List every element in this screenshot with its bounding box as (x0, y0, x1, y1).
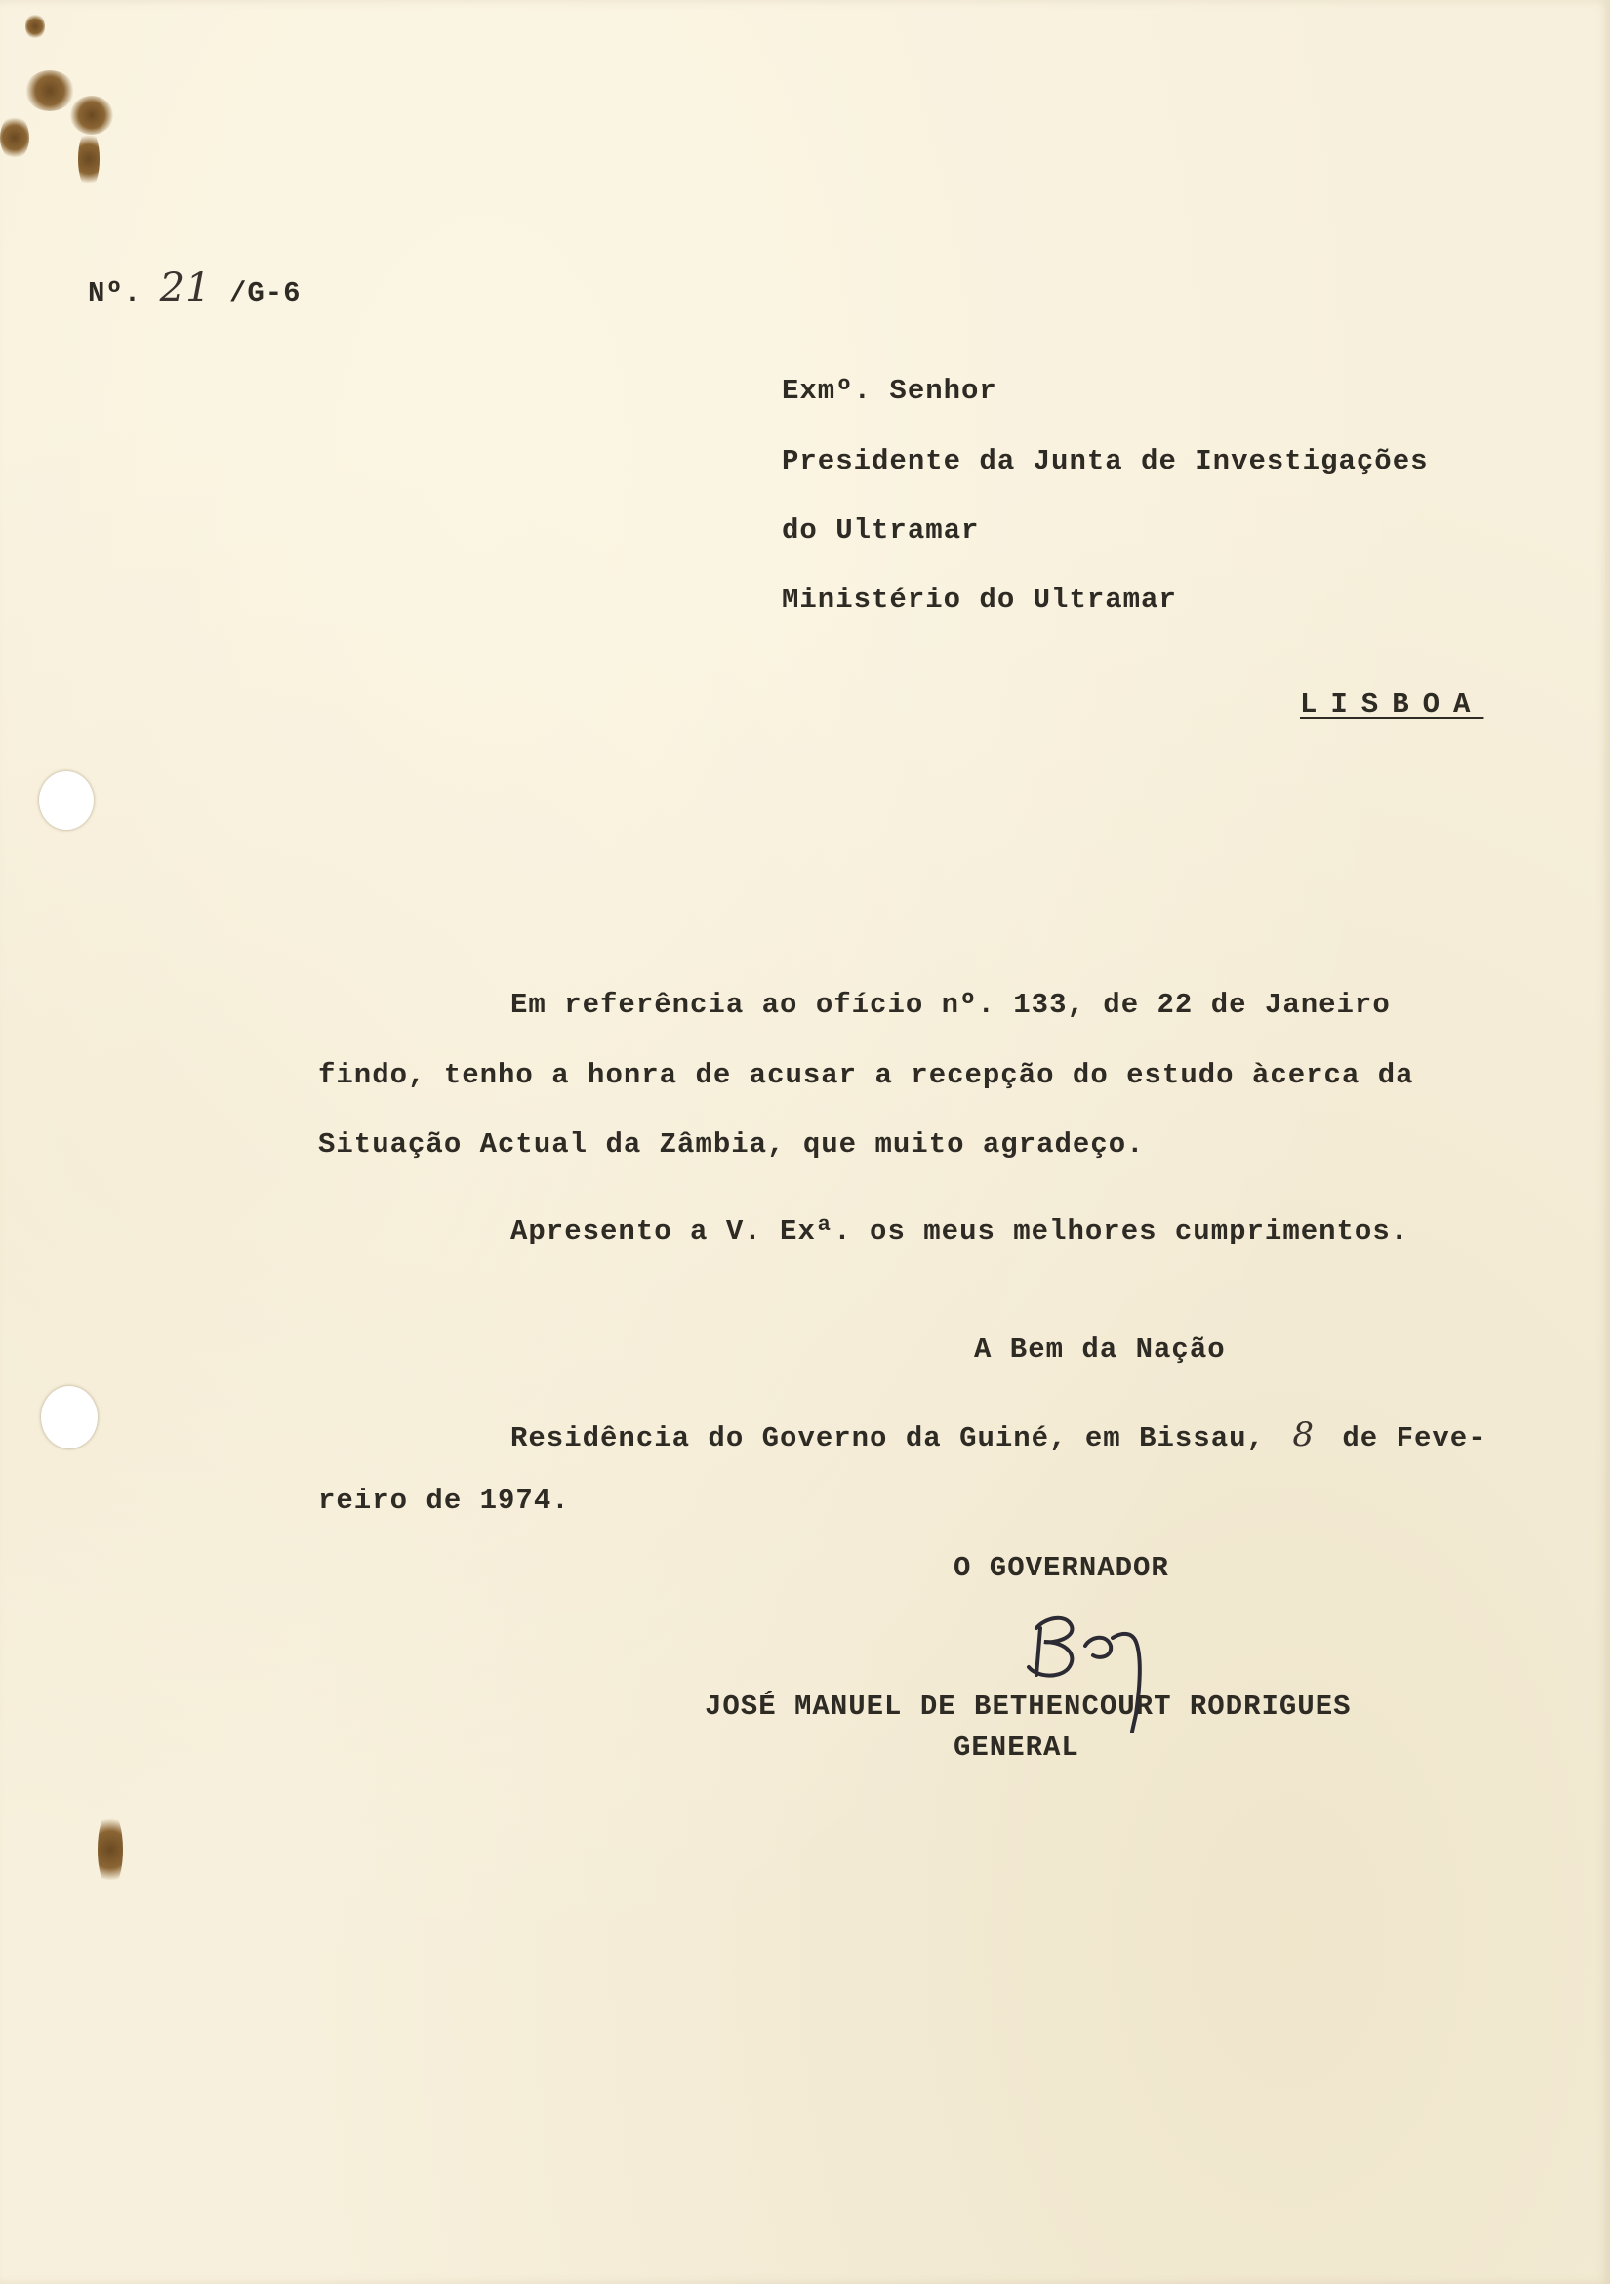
reference-suffix: /G-6 (228, 277, 302, 309)
closing-motto: A Bem da Nação (974, 1333, 1226, 1366)
rust-stain (25, 70, 74, 111)
signatory-name: JOSÉ MANUEL DE BETHENCOURT RODRIGUES (705, 1691, 1352, 1723)
signatory-title: O GOVERNADOR (954, 1552, 1169, 1584)
closing-place-date-line-2: reiro de 1974. (318, 1485, 570, 1517)
closing-place-date-line-1 (510, 1415, 1486, 1454)
addressee-line-1: Exmº. Senhor (782, 375, 997, 407)
reference-number (88, 265, 302, 310)
addressee-line-3: do Ultramar (782, 514, 980, 547)
body-paragraph-2: Apresento a V. Exª. os meus melhores cumprimentos. (510, 1215, 1409, 1247)
body-paragraph-1-line-1: Em referência ao ofício nº. 133, de 22 de Janeiro (510, 989, 1391, 1021)
punch-hole (39, 771, 94, 830)
reference-prefix: Nº. (88, 277, 142, 309)
body-paragraph-1-line-2: findo, tenho a honra de acusar a recepção do estudo àcerca da (318, 1059, 1414, 1091)
body-paragraph-1-line-3: Situação Actual da Zâmbia, que muito agradeço. (318, 1128, 1145, 1161)
rust-stain (70, 96, 113, 135)
rust-stain (25, 14, 45, 39)
place-prefix: Residência do Governo da Guiné, em Bissau, (510, 1422, 1265, 1454)
rust-stain (98, 1811, 123, 1889)
handwritten-day: 8 (1292, 1415, 1315, 1454)
rust-stain (0, 115, 29, 160)
place-suffix: de Feve- (1342, 1422, 1486, 1454)
addressee-line-4: Ministério do Ultramar (782, 584, 1177, 616)
addressee-city: LISBOA (1300, 688, 1484, 720)
reference-handwritten-number: 21 (159, 265, 212, 310)
signatory-rank: GENERAL (954, 1732, 1079, 1764)
addressee-line-2: Presidente da Junta de Investigações (782, 445, 1429, 477)
punch-hole (41, 1386, 98, 1448)
rust-stain (78, 129, 100, 189)
